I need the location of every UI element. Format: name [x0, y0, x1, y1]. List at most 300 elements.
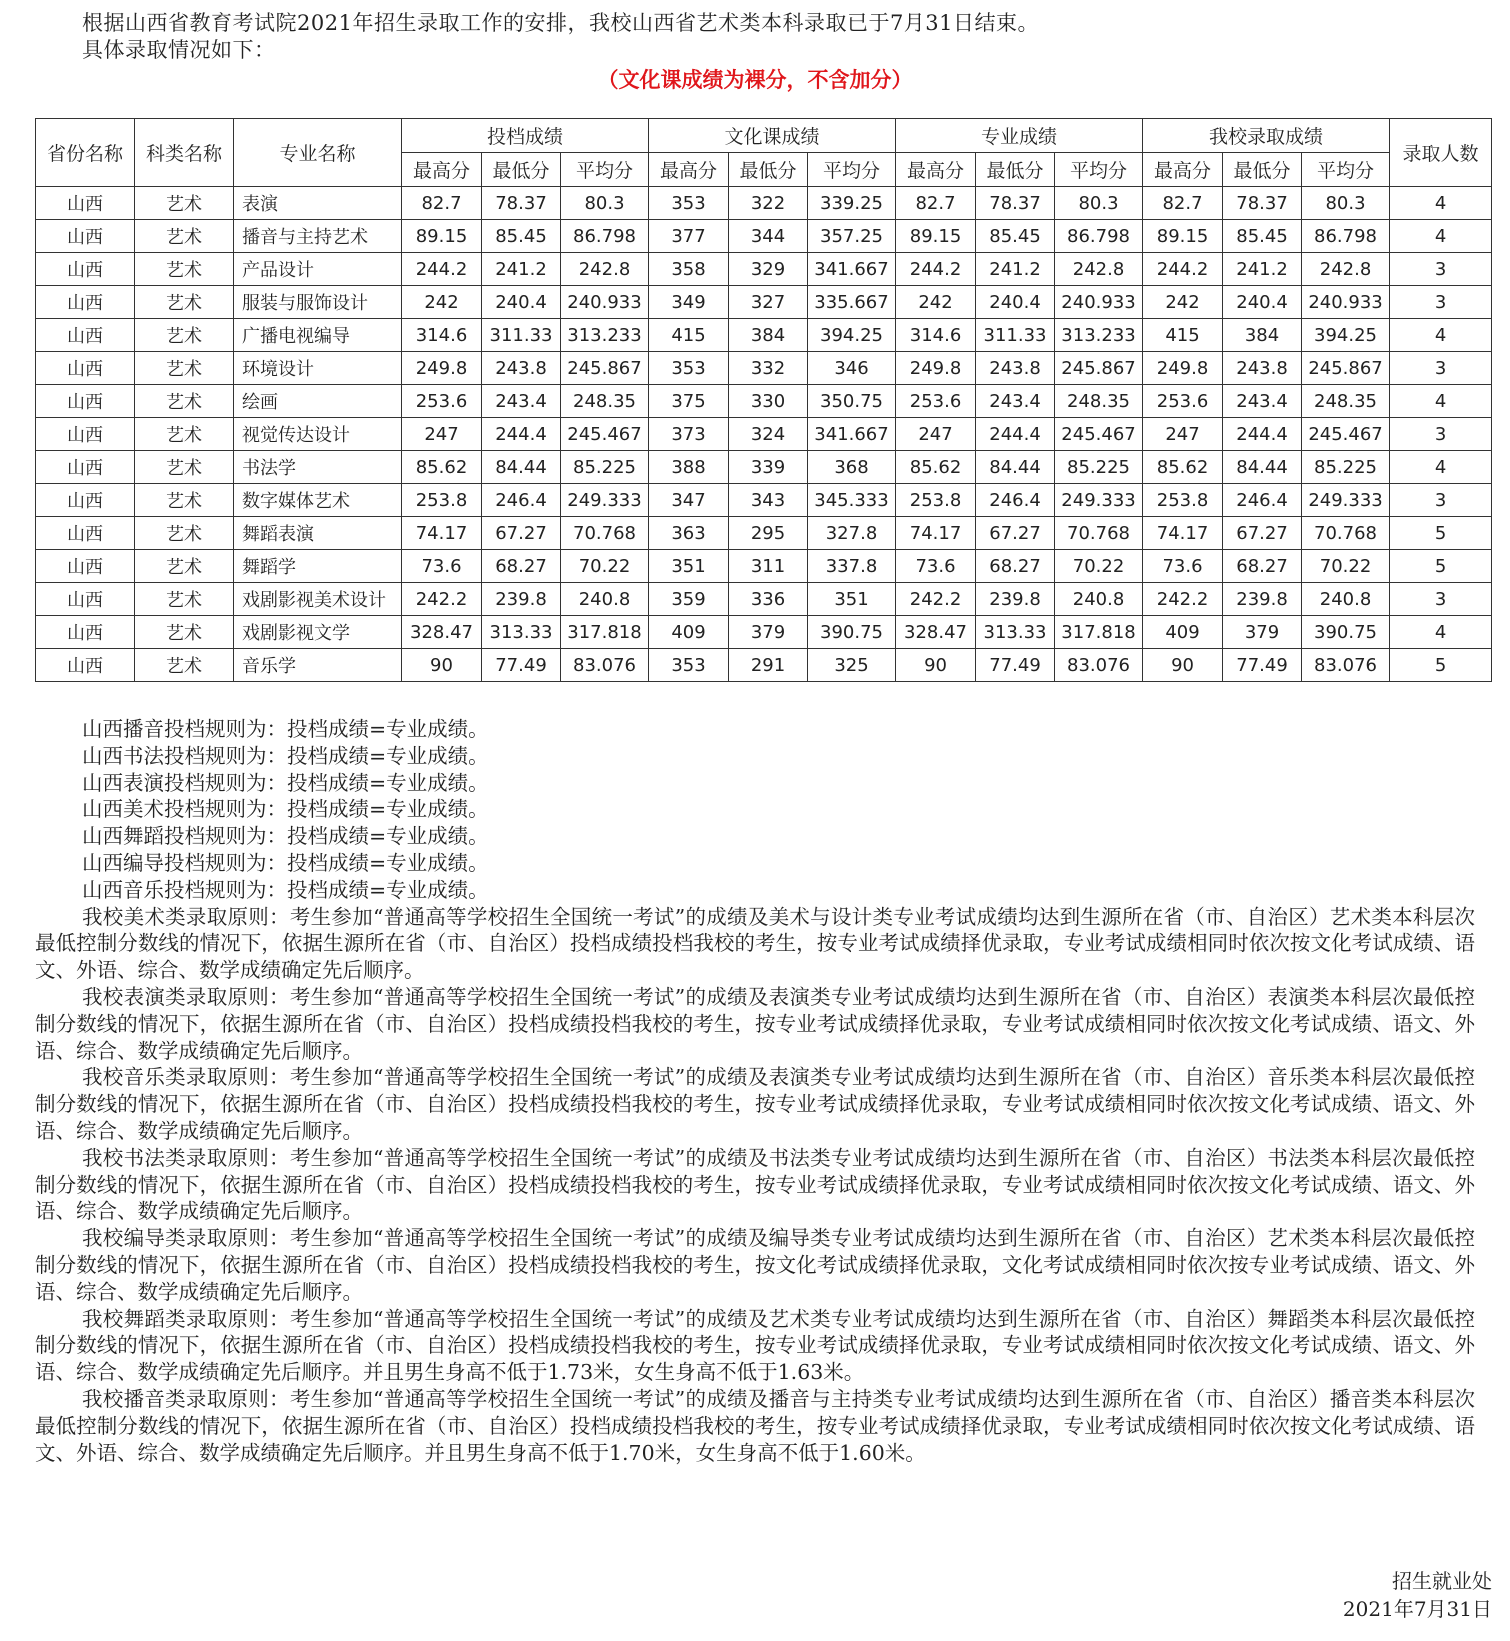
admission-principle-paragraph: 我校书法类录取原则：考生参加“普通高等学校招生全国统一考试”的成绩及书法类专业考试成绩均达到生源所在省（市、自治区）书法类本科层次最低控制分数线的情况下，依据生源所在省（市、自治区）投档成绩投档我校的考生，按专业考试成绩择优录取，专业考试成绩相同时依次按文化考试成绩、语文、外语、综合、数学成绩确定先后顺序。	[35, 1145, 1475, 1224]
table-row	[36, 187, 1492, 220]
header-school-score: 我校录取成绩	[1143, 119, 1390, 153]
cell-count: 5	[1390, 517, 1492, 550]
cell-score: 379	[729, 616, 808, 649]
subheader-avg: 平均分	[1302, 153, 1390, 187]
cell-score: 239.8	[1223, 583, 1302, 616]
filing-rule-line: 山西播音投档规则为：投档成绩=专业成绩。	[82, 717, 489, 741]
cell-province: 山西	[36, 451, 135, 484]
cell-score: 77.49	[482, 649, 561, 682]
table-row	[36, 319, 1492, 352]
cell-major: 播音与主持艺术	[234, 220, 402, 253]
filing-rule-line: 山西美术投档规则为：投档成绩=专业成绩。	[82, 797, 489, 822]
admission-rules	[35, 716, 1475, 1466]
cell-score: 390.75	[808, 616, 896, 649]
cell-score: 295	[729, 517, 808, 550]
cell-score: 384	[1223, 319, 1302, 352]
cell-score: 353	[649, 187, 729, 220]
cell-score: 243.8	[976, 352, 1055, 385]
cell-score: 415	[649, 319, 729, 352]
subheader-max: 最高分	[896, 153, 976, 187]
cell-score: 70.22	[1055, 550, 1143, 583]
cell-score: 368	[808, 451, 896, 484]
cell-score: 317.818	[1055, 616, 1143, 649]
cell-score: 83.076	[561, 649, 649, 682]
signature-date: 2021年7月31日	[1342, 1597, 1492, 1621]
cell-score: 80.3	[1055, 187, 1143, 220]
cell-score: 89.15	[402, 220, 482, 253]
filing-rule-line: 山西舞蹈投档规则为：投档成绩=专业成绩。	[82, 824, 489, 849]
cell-score: 82.7	[896, 187, 976, 220]
cell-category: 艺术	[135, 517, 234, 550]
cell-score: 249.8	[896, 352, 976, 385]
header-province: 省份名称	[36, 119, 135, 187]
cell-major: 戏剧影视美术设计	[234, 583, 402, 616]
intro-line-2: 具体录取情况如下：	[82, 38, 276, 62]
cell-score: 89.15	[1143, 220, 1223, 253]
cell-major: 数字媒体艺术	[234, 484, 402, 517]
cell-count: 5	[1390, 550, 1492, 583]
table-row	[36, 220, 1492, 253]
filing-rule-line: 山西表演投档规则为：投档成绩=专业成绩。	[82, 770, 489, 795]
cell-score: 246.4	[1223, 484, 1302, 517]
cell-category: 艺术	[135, 649, 234, 682]
cell-category: 艺术	[135, 418, 234, 451]
intro-line-1: 根据山西省教育考试院2021年招生录取工作的安排，我校山西省艺术类本科录取已于7月31日结束。	[82, 11, 1040, 35]
cell-score: 240.4	[976, 286, 1055, 319]
admission-principle-paragraph: 我校美术类录取原则：考生参加“普通高等学校招生全国统一考试”的成绩及美术与设计类专业考试成绩均达到生源所在省（市、自治区）艺术类本科层次最低控制分数线的情况下，依据生源所在省（市、自治区）投档成绩投档我校的考生，按专业考试成绩择优录取，专业考试成绩相同时依次按文化考试成绩、语文、外语、综合、数学成绩确定先后顺序。	[35, 904, 1475, 983]
header-major: 专业名称	[234, 119, 402, 187]
cell-count: 3	[1390, 418, 1492, 451]
cell-province: 山西	[36, 286, 135, 319]
cell-score: 373	[649, 418, 729, 451]
cell-score: 332	[729, 352, 808, 385]
cell-score: 339.25	[808, 187, 896, 220]
header-admitted-count: 录取人数	[1390, 119, 1492, 187]
cell-score: 311.33	[976, 319, 1055, 352]
cell-score: 242.2	[1143, 583, 1223, 616]
cell-major: 环境设计	[234, 352, 402, 385]
cell-province: 山西	[36, 517, 135, 550]
cell-score: 247	[402, 418, 482, 451]
cell-score: 314.6	[402, 319, 482, 352]
cell-score: 241.2	[482, 253, 561, 286]
filing-rule-line: 山西书法投档规则为：投档成绩=专业成绩。	[82, 743, 489, 768]
filing-rule-line: 山西编导投档规则为：投档成绩=专业成绩。	[82, 850, 489, 875]
cell-score: 67.27	[1223, 517, 1302, 550]
cell-count: 4	[1390, 187, 1492, 220]
cell-count: 3	[1390, 352, 1492, 385]
cell-score: 325	[808, 649, 896, 682]
cell-score: 244.2	[402, 253, 482, 286]
cell-score: 246.4	[482, 484, 561, 517]
header-filing-score: 投档成绩	[402, 119, 649, 153]
cell-score: 239.8	[482, 583, 561, 616]
cell-category: 艺术	[135, 220, 234, 253]
cell-score: 344	[729, 220, 808, 253]
cell-score: 349	[649, 286, 729, 319]
cell-category: 艺术	[135, 385, 234, 418]
cell-province: 山西	[36, 583, 135, 616]
cell-score: 330	[729, 385, 808, 418]
cell-score: 85.45	[976, 220, 1055, 253]
cell-score: 246.4	[976, 484, 1055, 517]
cell-score: 245.867	[561, 352, 649, 385]
cell-score: 240.8	[1055, 583, 1143, 616]
cell-score: 247	[1143, 418, 1223, 451]
cell-score: 86.798	[1302, 220, 1390, 253]
cell-score: 242.2	[896, 583, 976, 616]
cell-score: 240.933	[561, 286, 649, 319]
admission-principle-paragraph: 我校编导类录取原则：考生参加“普通高等学校招生全国统一考试”的成绩及编导类专业考试成绩均达到生源所在省（市、自治区）艺术类本科层次最低控制分数线的情况下，依据生源所在省（市、自治区）投档成绩投档我校的考生，按文化考试成绩择优录取，文化考试成绩相同时依次按专业考试成绩、语文、外语、综合、数学成绩确定先后顺序。	[35, 1226, 1475, 1304]
cell-score: 78.37	[482, 187, 561, 220]
cell-score: 249.8	[402, 352, 482, 385]
cell-score: 390.75	[1302, 616, 1390, 649]
table-row	[36, 616, 1492, 649]
cell-score: 394.25	[1302, 319, 1390, 352]
cell-count: 4	[1390, 385, 1492, 418]
cell-score: 328.47	[896, 616, 976, 649]
cell-province: 山西	[36, 484, 135, 517]
cell-score: 85.62	[896, 451, 976, 484]
cell-score: 67.27	[976, 517, 1055, 550]
table-row	[36, 517, 1492, 550]
cell-score: 242.8	[1302, 253, 1390, 286]
cell-score: 74.17	[1143, 517, 1223, 550]
admission-principle-paragraph: 我校播音类录取原则：考生参加“普通高等学校招生全国统一考试”的成绩及播音与主持类专业考试成绩均达到生源所在省（市、自治区）播音类本科层次最低控制分数线的情况下，依据生源所在省（市、自治区）投档成绩投档我校的考生，按专业考试成绩择优录取，专业考试成绩相同时依次按文化考试成绩、语文、外语、综合、数学成绩确定先后顺序。并且男生身高不低于1.70米，女生身高不低于1.60米。	[35, 1386, 1475, 1465]
cell-score: 90	[402, 649, 482, 682]
cell-score: 363	[649, 517, 729, 550]
cell-score: 327	[729, 286, 808, 319]
cell-score: 78.37	[1223, 187, 1302, 220]
cell-score: 351	[649, 550, 729, 583]
cell-score: 68.27	[976, 550, 1055, 583]
filing-rule-line: 山西音乐投档规则为：投档成绩=专业成绩。	[82, 877, 489, 902]
cell-score: 240.8	[561, 583, 649, 616]
cell-score: 85.45	[1223, 220, 1302, 253]
cell-score: 394.25	[808, 319, 896, 352]
cell-score: 240.8	[1302, 583, 1390, 616]
cell-score: 409	[1143, 616, 1223, 649]
subheader-max: 最高分	[1143, 153, 1223, 187]
cell-score: 84.44	[482, 451, 561, 484]
cell-score: 314.6	[896, 319, 976, 352]
table-row	[36, 418, 1492, 451]
cell-category: 艺术	[135, 484, 234, 517]
cell-score: 313.33	[482, 616, 561, 649]
cell-province: 山西	[36, 187, 135, 220]
cell-score: 248.35	[1055, 385, 1143, 418]
cell-score: 245.467	[561, 418, 649, 451]
cell-count: 3	[1390, 484, 1492, 517]
cell-score: 335.667	[808, 286, 896, 319]
cell-score: 317.818	[561, 616, 649, 649]
cell-score: 311	[729, 550, 808, 583]
cell-score: 86.798	[561, 220, 649, 253]
cell-major: 舞蹈学	[234, 550, 402, 583]
cell-score: 241.2	[976, 253, 1055, 286]
table-row	[36, 649, 1492, 682]
subheader-max: 最高分	[402, 153, 482, 187]
cell-category: 艺术	[135, 352, 234, 385]
cell-score: 245.467	[1302, 418, 1390, 451]
cell-score: 313.33	[976, 616, 1055, 649]
cell-major: 音乐学	[234, 649, 402, 682]
cell-score: 249.333	[1302, 484, 1390, 517]
cell-score: 357.25	[808, 220, 896, 253]
cell-score: 249.333	[1055, 484, 1143, 517]
subheader-min: 最低分	[482, 153, 561, 187]
subheader-min: 最低分	[1223, 153, 1302, 187]
cell-category: 艺术	[135, 583, 234, 616]
header-category: 科类名称	[135, 119, 234, 187]
admission-scores-table	[35, 118, 1492, 682]
cell-category: 艺术	[135, 319, 234, 352]
cell-score: 73.6	[896, 550, 976, 583]
cell-score: 244.4	[482, 418, 561, 451]
cell-score: 379	[1223, 616, 1302, 649]
cell-score: 241.2	[1223, 253, 1302, 286]
cell-category: 艺术	[135, 550, 234, 583]
cell-score: 339	[729, 451, 808, 484]
cell-score: 243.4	[482, 385, 561, 418]
cell-score: 70.768	[1302, 517, 1390, 550]
cell-score: 239.8	[976, 583, 1055, 616]
cell-score: 89.15	[896, 220, 976, 253]
cell-score: 74.17	[402, 517, 482, 550]
score-note: （文化课成绩为裸分，不含加分）	[597, 68, 913, 92]
cell-category: 艺术	[135, 187, 234, 220]
cell-province: 山西	[36, 385, 135, 418]
cell-count: 4	[1390, 220, 1492, 253]
cell-province: 山西	[36, 220, 135, 253]
cell-score: 253.6	[1143, 385, 1223, 418]
table-row	[36, 352, 1492, 385]
cell-score: 291	[729, 649, 808, 682]
cell-category: 艺术	[135, 451, 234, 484]
subheader-avg: 平均分	[1055, 153, 1143, 187]
cell-major: 产品设计	[234, 253, 402, 286]
cell-score: 347	[649, 484, 729, 517]
cell-score: 245.467	[1055, 418, 1143, 451]
table-row	[36, 484, 1492, 517]
cell-score: 73.6	[1143, 550, 1223, 583]
cell-score: 329	[729, 253, 808, 286]
admission-principle-paragraph: 我校表演类录取原则：考生参加“普通高等学校招生全国统一考试”的成绩及表演类专业考试成绩均达到生源所在省（市、自治区）表演类本科层次最低控制分数线的情况下，依据生源所在省（市、自治区）投档成绩投档我校的考生，按专业考试成绩择优录取，专业考试成绩相同时依次按文化考试成绩、语文、外语、综合、数学成绩确定先后顺序。	[35, 984, 1475, 1063]
table-body	[36, 187, 1492, 682]
cell-category: 艺术	[135, 253, 234, 286]
cell-score: 86.798	[1055, 220, 1143, 253]
cell-major: 绘画	[234, 385, 402, 418]
cell-score: 78.37	[976, 187, 1055, 220]
cell-province: 山西	[36, 352, 135, 385]
cell-score: 242	[896, 286, 976, 319]
cell-score: 68.27	[1223, 550, 1302, 583]
subheader-avg: 平均分	[808, 153, 896, 187]
cell-score: 82.7	[1143, 187, 1223, 220]
cell-score: 253.6	[402, 385, 482, 418]
cell-major: 书法学	[234, 451, 402, 484]
table-row	[36, 286, 1492, 319]
cell-score: 245.867	[1055, 352, 1143, 385]
cell-score: 243.4	[1223, 385, 1302, 418]
subheader-min: 最低分	[729, 153, 808, 187]
table-row	[36, 550, 1492, 583]
cell-score: 240.4	[482, 286, 561, 319]
signature	[1343, 1567, 1492, 1623]
cell-category: 艺术	[135, 616, 234, 649]
cell-score: 84.44	[1223, 451, 1302, 484]
cell-count: 3	[1390, 583, 1492, 616]
subheader-max: 最高分	[649, 153, 729, 187]
table-row	[36, 583, 1492, 616]
cell-major: 戏剧影视文学	[234, 616, 402, 649]
cell-province: 山西	[36, 649, 135, 682]
cell-score: 244.4	[1223, 418, 1302, 451]
table-row	[36, 385, 1492, 418]
cell-score: 336	[729, 583, 808, 616]
cell-score: 353	[649, 352, 729, 385]
cell-score: 245.867	[1302, 352, 1390, 385]
cell-score: 253.8	[896, 484, 976, 517]
cell-score: 358	[649, 253, 729, 286]
cell-score: 341.667	[808, 253, 896, 286]
cell-score: 85.62	[1143, 451, 1223, 484]
cell-score: 244.2	[896, 253, 976, 286]
cell-score: 328.47	[402, 616, 482, 649]
cell-score: 353	[649, 649, 729, 682]
cell-score: 327.8	[808, 517, 896, 550]
cell-score: 77.49	[976, 649, 1055, 682]
cell-score: 313.233	[1055, 319, 1143, 352]
cell-score: 84.44	[976, 451, 1055, 484]
subheader-avg: 平均分	[561, 153, 649, 187]
cell-score: 322	[729, 187, 808, 220]
cell-count: 4	[1390, 319, 1492, 352]
cell-score: 70.768	[1055, 517, 1143, 550]
cell-score: 247	[896, 418, 976, 451]
cell-score: 85.225	[561, 451, 649, 484]
subheader-min: 最低分	[976, 153, 1055, 187]
cell-score: 68.27	[482, 550, 561, 583]
cell-score: 243.8	[1223, 352, 1302, 385]
cell-score: 240.933	[1055, 286, 1143, 319]
cell-major: 表演	[234, 187, 402, 220]
cell-score: 80.3	[1302, 187, 1390, 220]
table-row	[36, 253, 1492, 286]
cell-score: 388	[649, 451, 729, 484]
cell-province: 山西	[36, 253, 135, 286]
cell-score: 70.768	[561, 517, 649, 550]
cell-score: 249.8	[1143, 352, 1223, 385]
cell-score: 244.4	[976, 418, 1055, 451]
admission-principle-paragraph: 我校音乐类录取原则：考生参加“普通高等学校招生全国统一考试”的成绩及表演类专业考试成绩均达到生源所在省（市、自治区）音乐类本科层次最低控制分数线的情况下，依据生源所在省（市、自治区）投档成绩投档我校的考生，按专业考试成绩择优录取，专业考试成绩相同时依次按文化考试成绩、语文、外语、综合、数学成绩确定先后顺序。	[35, 1065, 1475, 1143]
table-row	[36, 451, 1492, 484]
cell-major: 广播电视编导	[234, 319, 402, 352]
cell-score: 346	[808, 352, 896, 385]
cell-score: 324	[729, 418, 808, 451]
cell-score: 242.8	[561, 253, 649, 286]
cell-score: 67.27	[482, 517, 561, 550]
cell-score: 80.3	[561, 187, 649, 220]
header-culture-score: 文化课成绩	[649, 119, 896, 153]
cell-score: 337.8	[808, 550, 896, 583]
cell-score: 243.4	[976, 385, 1055, 418]
cell-count: 4	[1390, 451, 1492, 484]
cell-score: 85.45	[482, 220, 561, 253]
cell-score: 90	[1143, 649, 1223, 682]
cell-score: 377	[649, 220, 729, 253]
cell-score: 341.667	[808, 418, 896, 451]
cell-score: 90	[896, 649, 976, 682]
cell-score: 74.17	[896, 517, 976, 550]
cell-score: 249.333	[561, 484, 649, 517]
cell-province: 山西	[36, 616, 135, 649]
cell-score: 248.35	[1302, 385, 1390, 418]
cell-score: 253.8	[402, 484, 482, 517]
cell-score: 85.62	[402, 451, 482, 484]
cell-score: 375	[649, 385, 729, 418]
cell-score: 253.6	[896, 385, 976, 418]
cell-category: 艺术	[135, 286, 234, 319]
cell-count: 4	[1390, 616, 1492, 649]
cell-score: 384	[729, 319, 808, 352]
signature-dept: 招生就业处	[1392, 1569, 1492, 1593]
cell-score: 82.7	[402, 187, 482, 220]
cell-count: 3	[1390, 286, 1492, 319]
cell-score: 240.4	[1223, 286, 1302, 319]
cell-score: 350.75	[808, 385, 896, 418]
cell-score: 242.2	[402, 583, 482, 616]
cell-score: 242	[1143, 286, 1223, 319]
cell-score: 85.225	[1302, 451, 1390, 484]
cell-score: 83.076	[1302, 649, 1390, 682]
cell-count: 5	[1390, 649, 1492, 682]
cell-score: 85.225	[1055, 451, 1143, 484]
cell-score: 313.233	[561, 319, 649, 352]
cell-score: 248.35	[561, 385, 649, 418]
cell-score: 240.933	[1302, 286, 1390, 319]
table-header	[36, 119, 1492, 187]
cell-score: 253.8	[1143, 484, 1223, 517]
cell-score: 415	[1143, 319, 1223, 352]
cell-score: 409	[649, 616, 729, 649]
cell-province: 山西	[36, 550, 135, 583]
intro-text	[82, 10, 1039, 64]
cell-score: 351	[808, 583, 896, 616]
cell-score: 311.33	[482, 319, 561, 352]
cell-major: 服装与服饰设计	[234, 286, 402, 319]
cell-score: 359	[649, 583, 729, 616]
admission-principle-paragraph: 我校舞蹈类录取原则：考生参加“普通高等学校招生全国统一考试”的成绩及艺术类专业考试成绩均达到生源所在省（市、自治区）舞蹈类本科层次最低控制分数线的情况下，依据生源所在省（市、自治区）投档成绩投档我校的考生，按专业考试成绩择优录取，专业考试成绩相同时依次按文化考试成绩、语文、外语、综合、数学成绩确定先后顺序。并且男生身高不低于1.73米，女生身高不低于1.63米。	[35, 1306, 1475, 1385]
cell-score: 244.2	[1143, 253, 1223, 286]
cell-score: 242.8	[1055, 253, 1143, 286]
cell-score: 242	[402, 286, 482, 319]
cell-score: 77.49	[1223, 649, 1302, 682]
header-major-score: 专业成绩	[896, 119, 1143, 153]
cell-province: 山西	[36, 418, 135, 451]
cell-score: 70.22	[1302, 550, 1390, 583]
cell-score: 343	[729, 484, 808, 517]
cell-score: 243.8	[482, 352, 561, 385]
cell-score: 83.076	[1055, 649, 1143, 682]
cell-score: 73.6	[402, 550, 482, 583]
cell-major: 舞蹈表演	[234, 517, 402, 550]
cell-score: 70.22	[561, 550, 649, 583]
cell-province: 山西	[36, 319, 135, 352]
cell-count: 3	[1390, 253, 1492, 286]
cell-score: 345.333	[808, 484, 896, 517]
cell-major: 视觉传达设计	[234, 418, 402, 451]
